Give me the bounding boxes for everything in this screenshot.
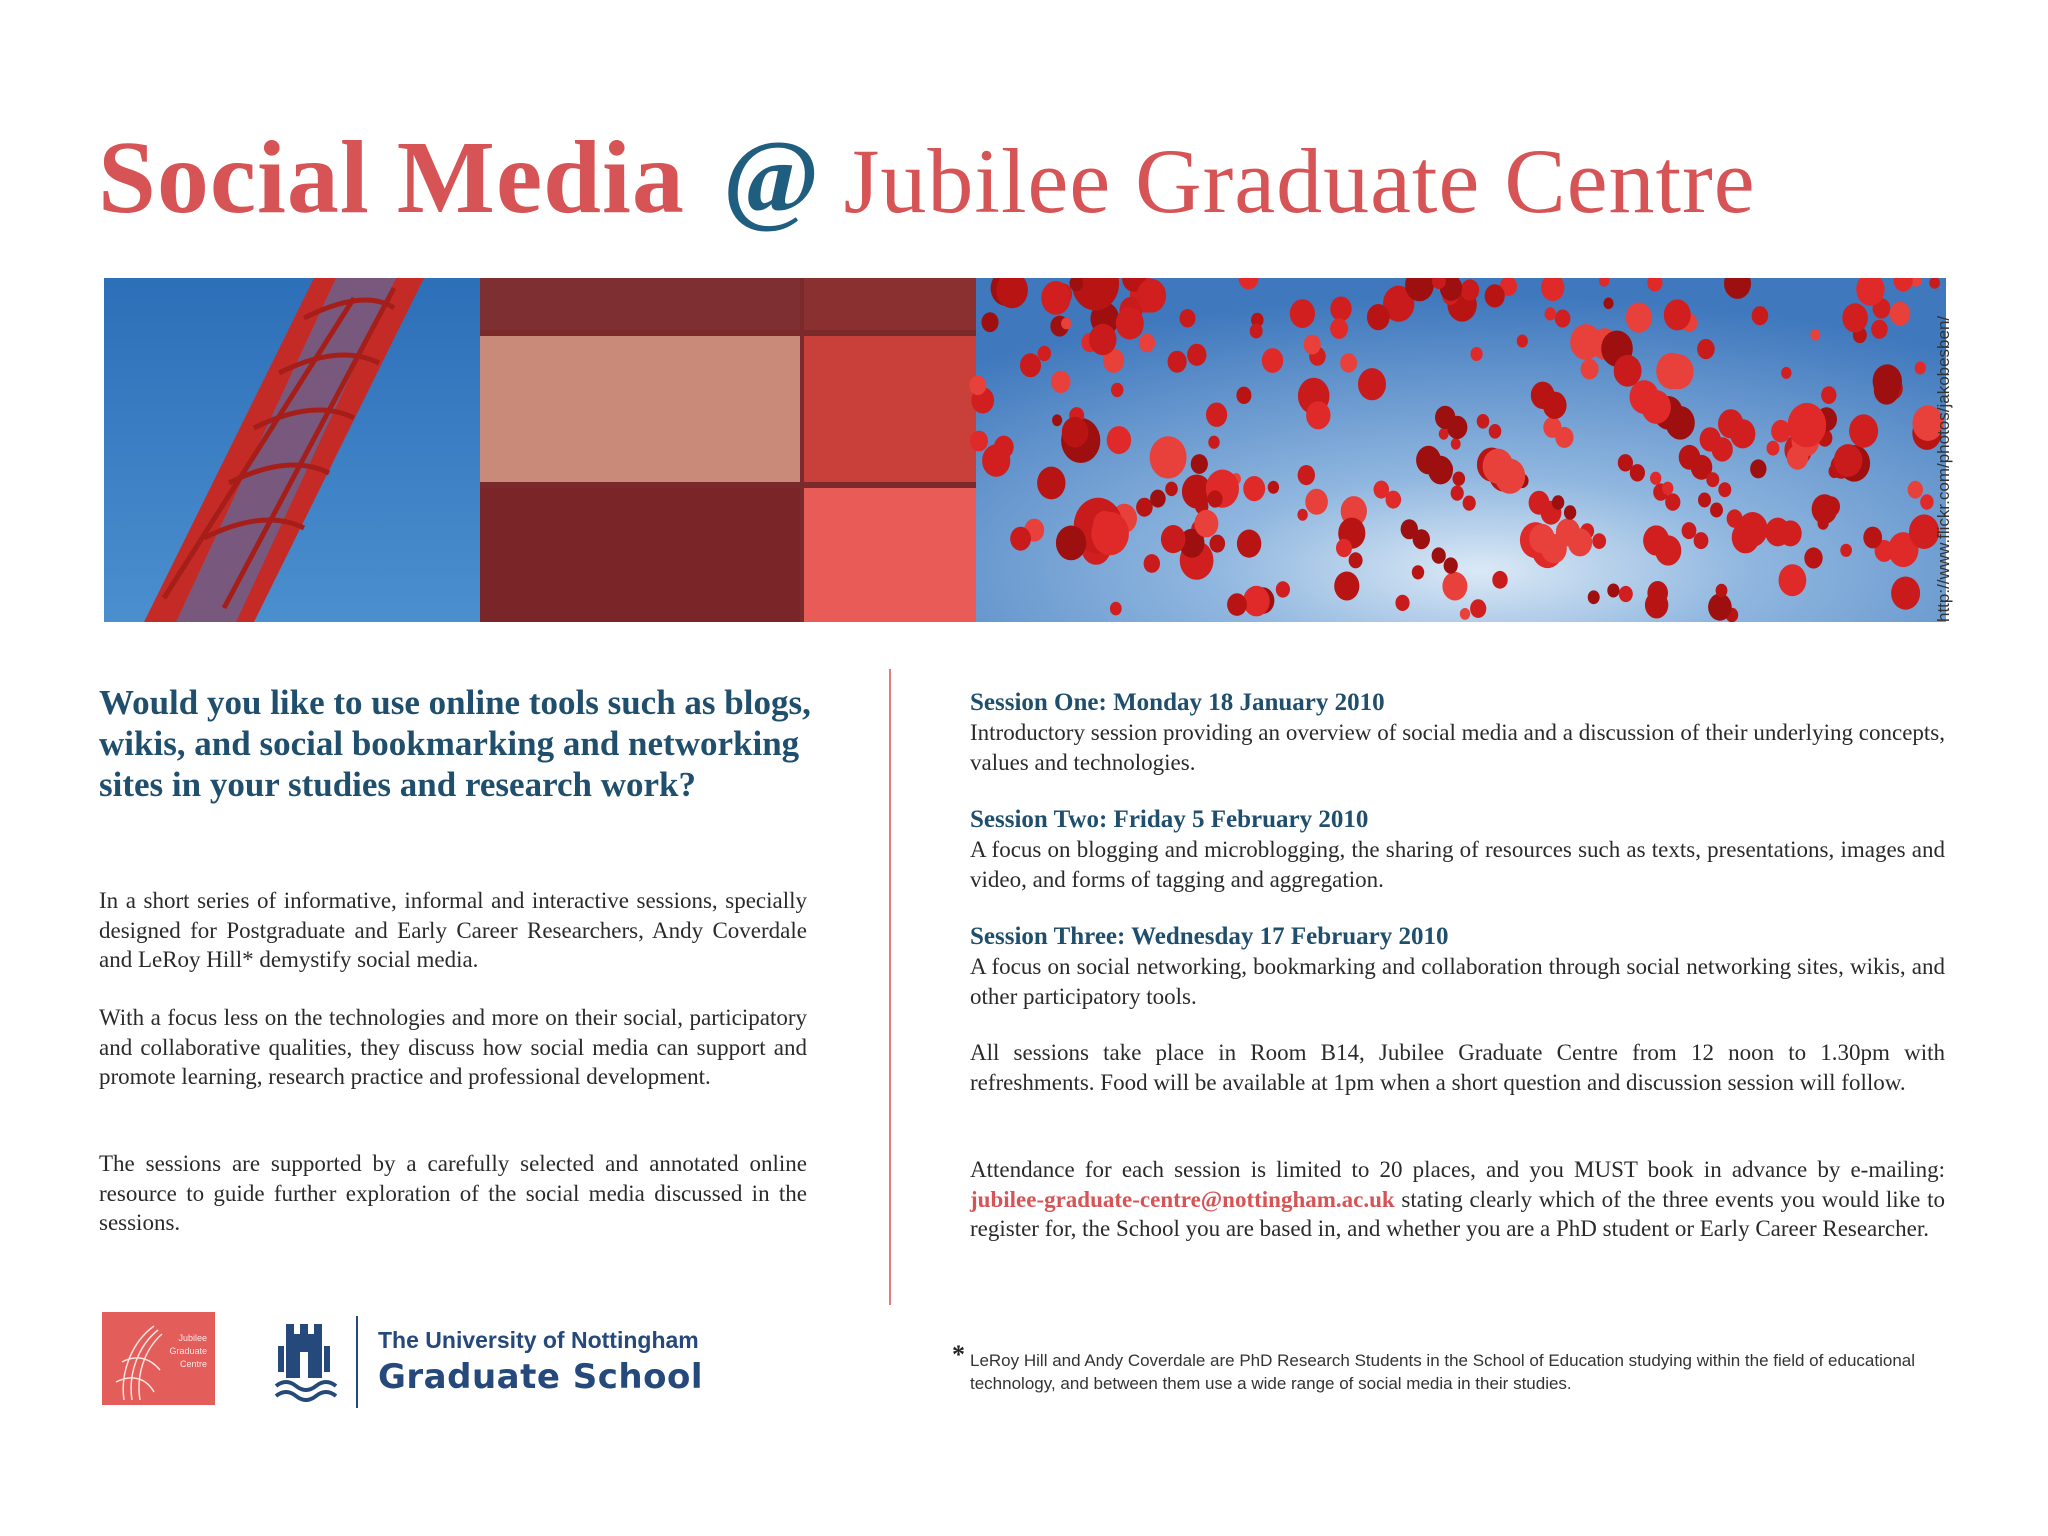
- balloon-shape: [1412, 565, 1424, 579]
- balloon-shape: [1144, 554, 1160, 573]
- balloon-shape: [1647, 581, 1668, 605]
- balloon-shape: [1305, 489, 1328, 515]
- balloon-shape: [1432, 547, 1446, 563]
- balloon-shape: [1038, 346, 1051, 361]
- balloon-shape: [1111, 383, 1123, 397]
- balloon-shape: [1304, 335, 1321, 355]
- balloon-shape: [1453, 472, 1466, 486]
- balloon-shape: [1056, 526, 1086, 561]
- balloon-shape: [1358, 368, 1386, 400]
- session-two-title: Session Two: Friday 5 February 2010: [970, 806, 1369, 833]
- photo-credit: http://www.flickr.com/photos/jakobesben/: [1934, 315, 1953, 622]
- footnote-asterisk: *: [952, 1340, 965, 1369]
- balloon-shape: [1706, 472, 1719, 487]
- balloon-shape: [1545, 307, 1556, 320]
- balloon-shape: [1664, 299, 1691, 330]
- balloon-shape: [1336, 539, 1352, 557]
- balloon-shape: [1089, 324, 1116, 355]
- intro-paragraph-3: The sessions are supported by a carefully selected and annotated online resource to guide further exploration of the social media discussed in the sessions.: [99, 1151, 807, 1235]
- balloon-shape: [1020, 353, 1041, 377]
- balloon-shape: [1136, 498, 1153, 517]
- balloon-shape: [1694, 532, 1709, 549]
- balloon-shape: [1891, 577, 1920, 610]
- balloon-shape: [1581, 359, 1599, 380]
- footnote-text: LeRoy Hill and Andy Coverdale are PhD Research Students in the School of Education studying within the field of educational technology, and between them use a wide range of social media in their studies.: [970, 1351, 1916, 1393]
- balloon-shape: [1037, 467, 1065, 500]
- balloon-shape: [1110, 602, 1122, 616]
- balloon-shape: [1262, 348, 1283, 373]
- balloon-shape: [1395, 595, 1409, 611]
- balloon-shape: [1564, 505, 1576, 519]
- balloon-shape: [1863, 527, 1882, 549]
- balloon-shape: [1330, 297, 1351, 322]
- balloon-shape: [1495, 459, 1526, 494]
- balloon-shape: [1334, 572, 1359, 601]
- balloon-shape: [1779, 564, 1807, 596]
- balloon-shape: [1555, 427, 1573, 448]
- balloon-shape: [1592, 533, 1606, 549]
- balloon-shape: [1298, 465, 1315, 485]
- balloon-shape: [1787, 445, 1808, 470]
- balloon-shape: [1908, 481, 1923, 499]
- balloon-shape: [1460, 608, 1470, 620]
- balloon-shape: [1208, 490, 1223, 507]
- balloon-shape: [1630, 464, 1645, 481]
- balloon-shape: [1107, 426, 1131, 454]
- jubilee-logo-text: [147, 1332, 207, 1371]
- balloon-shape: [1570, 324, 1601, 360]
- balloon-shape: [1588, 590, 1600, 604]
- balloon-shape: [1492, 571, 1507, 589]
- balloon-shape: [1710, 503, 1723, 518]
- balloon-shape: [1330, 318, 1348, 339]
- balloon-shape: [1150, 436, 1187, 478]
- balloon-shape: [969, 376, 986, 395]
- booking-text-after: stating clearly which of the three events you would like to register for, the School you are based in, and whether you are a PhD student or Early Career Researcher.: [970, 1186, 1945, 1241]
- jubilee-graduate-centre-logo: [102, 1312, 215, 1405]
- balloon-shape: [1210, 535, 1226, 553]
- balloon-shape: [1821, 386, 1836, 404]
- intro-question: Would you like to use online tools such as blogs, wikis, and social bookmarking and networking sites in your studies and research work?: [99, 683, 811, 804]
- balloon-shape: [1920, 494, 1933, 509]
- session-three-title: Session Three: Wednesday 17 February 2010: [970, 923, 1449, 950]
- balloon-shape: [1642, 390, 1671, 424]
- balloon-shape: [1871, 320, 1888, 339]
- session-one-title: Session One: Monday 18 January 2010: [970, 689, 1385, 716]
- balloon-shape: [1834, 444, 1863, 477]
- balloon-shape: [1650, 472, 1661, 485]
- balloon-shape: [1735, 522, 1746, 534]
- balloon-shape: [1139, 334, 1155, 353]
- balloon-shape: [1052, 414, 1062, 426]
- title-at-sign: @: [722, 120, 820, 235]
- university-castle-crest-icon: [272, 1316, 338, 1402]
- balloon-shape: [1439, 428, 1449, 440]
- balloon-shape: [1470, 599, 1486, 618]
- balloon-shape: [1477, 414, 1490, 429]
- balloon-shape: [1890, 302, 1911, 326]
- balloon-shape: [1444, 557, 1458, 573]
- balloon-shape: [1804, 547, 1822, 568]
- balloon-shape: [1191, 454, 1208, 474]
- balloon-shape: [1062, 417, 1089, 448]
- balloon-shape: [1708, 594, 1732, 621]
- balloon-shape: [1552, 495, 1564, 509]
- balloon-shape: [1665, 493, 1680, 510]
- balloon-shape: [1180, 309, 1196, 327]
- balloon-shape: [994, 436, 1014, 459]
- title-venue: Jubilee Graduate Centre: [843, 130, 1756, 232]
- balloon-shape: [1306, 401, 1330, 429]
- balloon-shape: [1116, 307, 1144, 339]
- balloon-shape: [1543, 392, 1567, 419]
- balloon-shape: [1517, 335, 1528, 348]
- balloon-shape: [1812, 494, 1838, 524]
- page-title: [98, 118, 1958, 238]
- balloon-shape: [1626, 303, 1652, 333]
- jubilee-logo-line-2: Graduate: [169, 1346, 207, 1356]
- balloon-shape: [1208, 436, 1219, 449]
- balloon-shape: [1161, 525, 1186, 553]
- booking-text-before: Attendance for each session is limited to 20 places, and you MUST book in advance by e-mailing:: [970, 1157, 1945, 1182]
- jubilee-logo-line-1: Jubilee: [178, 1333, 207, 1343]
- session-two: [970, 805, 1945, 894]
- balloon-shape: [1165, 482, 1178, 497]
- balloon-shape: [1349, 552, 1363, 568]
- balloon-shape: [1051, 371, 1071, 393]
- balloon-shape: [1682, 522, 1697, 539]
- balloon-shape: [1137, 279, 1166, 313]
- banner-photo-collage: [104, 278, 1946, 622]
- balloon-shape: [1489, 424, 1502, 439]
- balloon-shape: [1276, 581, 1290, 597]
- balloon-shape: [970, 431, 988, 452]
- balloon-shape: [1747, 532, 1758, 544]
- balloon-shape: [1697, 339, 1715, 359]
- balloon-shape: [1656, 353, 1688, 390]
- balloon-shape: [1442, 572, 1467, 601]
- balloon-shape: [1061, 318, 1071, 330]
- balloon-shape: [1471, 347, 1483, 361]
- column-divider: [889, 669, 891, 1305]
- title-social-media: Social Media: [98, 120, 685, 235]
- balloon-shape: [1603, 298, 1613, 310]
- balloon-shape: [1915, 362, 1926, 375]
- balloon-shape: [1386, 491, 1402, 509]
- balloon-shape: [1168, 351, 1187, 373]
- session-one-description: Introductory session providing an overview of social media and a discussion of their underlying concepts, values and technologies.: [970, 720, 1945, 775]
- balloon-shape: [1227, 593, 1247, 616]
- balloon-shape: [1461, 279, 1480, 300]
- balloon-shape: [1810, 329, 1820, 341]
- session-two-description: A focus on blogging and microblogging, the sharing of resources such as texts, presentations, images and video, and forms of tagging and aggregation.: [970, 837, 1945, 892]
- red-tower-photo: [104, 278, 480, 622]
- balloon-shape: [1730, 419, 1755, 448]
- balloon-shape: [1268, 481, 1279, 494]
- balloon-shape: [1010, 527, 1031, 551]
- intro-paragraph-1: In a short series of informative, informal and interactive sessions, specially designed for Postgraduate and Early Career Researchers, Andy Coverdale and LeRoy Hill* demystify social media.: [99, 888, 807, 972]
- balloon-shape: [1447, 416, 1467, 439]
- balloon-shape: [1840, 544, 1852, 557]
- balloon-shape: [1250, 324, 1263, 339]
- balloon-shape: [1367, 304, 1390, 330]
- balloon-shape: [1236, 387, 1251, 404]
- balloon-shape: [1243, 586, 1270, 617]
- balloon-shape: [1849, 414, 1878, 447]
- balloon-shape: [1150, 490, 1166, 508]
- logistics-paragraph: All sessions take place in Room B14, Jubilee Graduate Centre from 12 noon to 1.30pm with refreshments. Food will be available at 1pm when a short question and discussion session will follow.: [970, 1040, 1945, 1095]
- balloon-shape: [1451, 438, 1461, 450]
- balloon-shape: [1297, 509, 1307, 521]
- balloon-shape: [1874, 375, 1899, 404]
- balloon-shape: [1091, 512, 1129, 555]
- balloon-shape: [1451, 486, 1464, 501]
- balloon-shape: [1718, 482, 1731, 497]
- balloon-shape: [1655, 535, 1681, 565]
- balloon-shape: [1750, 459, 1766, 478]
- balloon-shape: [1290, 299, 1315, 328]
- balloon-shape: [1206, 403, 1227, 427]
- session-three: [970, 922, 1945, 1011]
- balloons-photo: [969, 278, 1946, 622]
- balloon-shape: [1716, 584, 1728, 598]
- session-three-description: A focus on social networking, bookmarking and collaboration through social networking sites, wikis, and other participatory tools.: [970, 954, 1945, 1009]
- intro-paragraph-2: With a focus less on the technologies and more on their social, participatory and collaborative qualities, they discuss how social media can support and promote learning, research practice and professional development.: [99, 1005, 807, 1089]
- balloon-shape: [1607, 584, 1619, 598]
- balloon-shape: [1842, 303, 1868, 332]
- balloon-shape: [1555, 310, 1571, 328]
- university-name: The University of Nottingham: [378, 1327, 699, 1353]
- balloon-shape: [1568, 528, 1592, 556]
- booking-email-link[interactable]: jubilee-graduate-centre@nottingham.ac.uk: [970, 1186, 1395, 1212]
- balloon-shape: [1463, 496, 1476, 511]
- facade-photo: [480, 278, 976, 622]
- session-one: [970, 688, 1945, 777]
- balloon-shape: [1765, 518, 1790, 547]
- balloon-shape: [1340, 353, 1357, 372]
- balloon-shape: [1614, 355, 1642, 387]
- balloon-shape: [1662, 482, 1673, 495]
- graduate-school-name: Graduate School: [378, 1357, 703, 1397]
- booking-paragraph: [970, 1155, 1945, 1244]
- balloon-shape: [1041, 281, 1070, 315]
- balloon-shape: [1752, 306, 1769, 325]
- balloon-shape: [1698, 493, 1711, 508]
- balloon-shape: [981, 312, 998, 332]
- balloon-shape: [1619, 586, 1633, 602]
- balloon-shape: [1767, 441, 1780, 456]
- balloon-shape: [1712, 437, 1733, 461]
- balloon-shape: [1485, 284, 1505, 307]
- balloon-shape: [1187, 344, 1206, 366]
- balloon-shape: [1781, 367, 1791, 379]
- balloon-shape: [1243, 476, 1265, 501]
- balloon-shape: [1428, 456, 1453, 485]
- university-logo-divider: [356, 1316, 358, 1408]
- balloon-shape: [1788, 403, 1827, 447]
- balloon-shape: [1194, 510, 1218, 538]
- jubilee-logo-line-3: Centre: [179, 1359, 207, 1369]
- balloon-shape: [1413, 529, 1430, 549]
- balloon-shape: [1237, 530, 1261, 558]
